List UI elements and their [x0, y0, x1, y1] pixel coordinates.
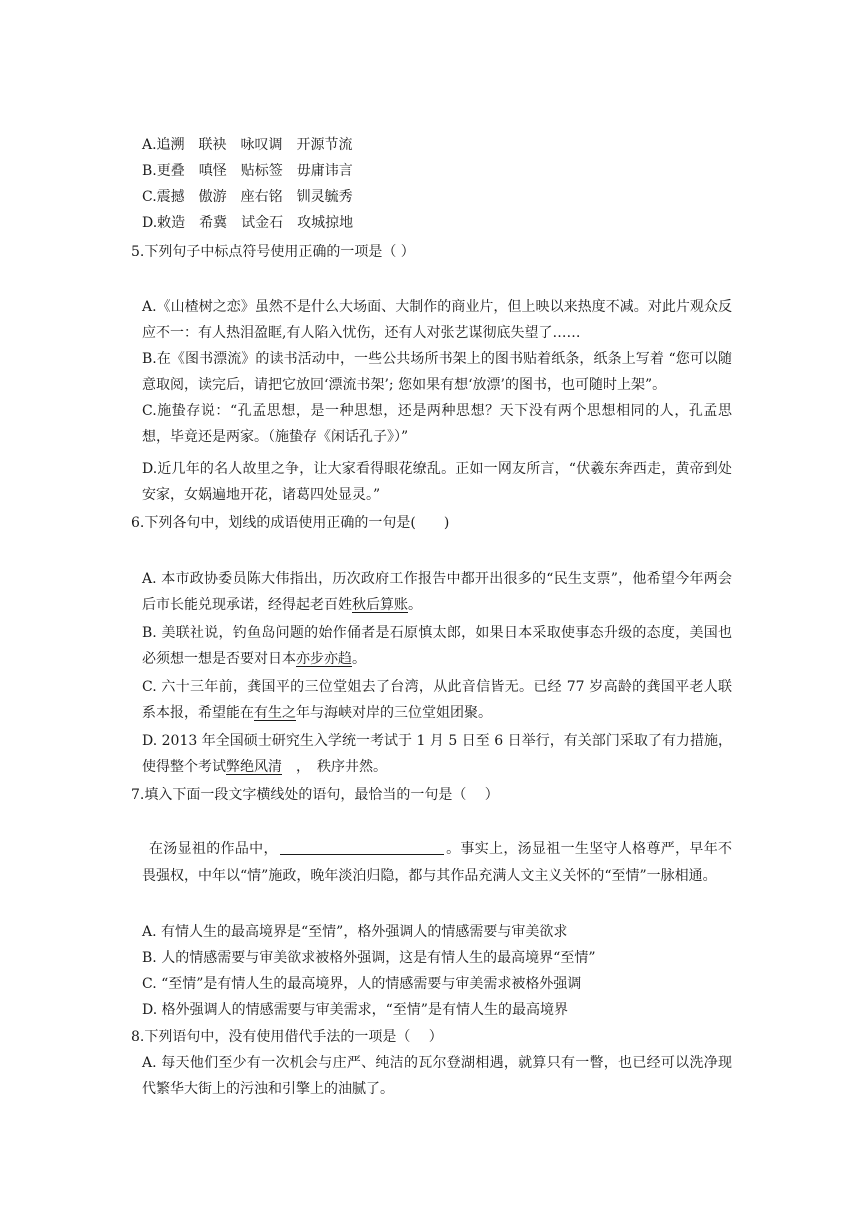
q8-option-a: A. 每天他们至少有一次机会与庄严、纯洁的瓦尔登湖相遇，就算只有一瞥，也已经可以洗净现代繁华大街上的污浊和引擎上的油腻了。 — [142, 1055, 732, 1097]
q7-passage-rest: 。事实上，汤显祖一生坚守人格尊严，早年不畏强权，中年以“情”施政，晚年淡泊归隐，都与其作品充满人文主义关怀的“至情”一脉相通。 — [142, 841, 733, 884]
q7-option-a: A. 有情人生的最高境界是“至情”，格外强调人的情感需要与审美欲求 — [142, 924, 568, 940]
q4-option-c: C.震撼 傲游 座右铭 钏灵毓秀 — [142, 189, 353, 205]
q4-option-d: D.敕造 希冀 试金石 攻城掠地 — [142, 215, 354, 231]
q6-b-idiom: 亦步亦趋 — [296, 651, 352, 667]
q5-option-a: A.《山楂树之恋》虽然不是什么大场面、大制作的商业片，但上映以来热度不减。对此片观众反应不一：有人热泪盈眶,有人陷入忧伤，还有人对张艺谋彻底失望了…… — [142, 299, 732, 341]
q6-d-text: D. 2013 年全国硕士研究生入学统一考试于 1 月 5 日至 6 日举行，有关部门采取了有力措施，使得整个考试 — [142, 733, 732, 775]
q6-c-idiom: 有生之 — [254, 705, 296, 721]
q6-c-end: 年与海峡对岸的三位堂姐团聚。 — [296, 705, 492, 721]
q7-option-c: C. “至情”是有情人生的最高境界，人的情感需要与审美需求被格外强调 — [142, 976, 582, 992]
q6-d-end: ， 秩序井然。 — [282, 759, 387, 775]
q7-stem: 7.填入下面一段文字横线处的语句，最恰当的一句是（ ） — [131, 787, 499, 803]
q6-a-text: A. 本市政协委员陈大伟指出，历次政府工作报告中都开出很多的“民生支票”，他希望今年两会后市长能兑现承诺，经得起老百姓 — [142, 571, 732, 613]
q4-option-a: A.追溯 联袂 咏叹调 开源节流 — [142, 137, 353, 153]
q7-passage-start: 在汤显祖的作品中， — [149, 841, 278, 857]
q6-a-idiom: 秋后算账 — [352, 597, 408, 613]
q7-option-b: B. 人的情感需要与审美欲求被格外强调，这是有情人生的最高境界“至情” — [142, 950, 596, 966]
q6-b-end: 。 — [352, 651, 366, 667]
q4-option-b: B.更叠 嗔怪 贴标签 毋庸讳言 — [142, 163, 353, 179]
q6-a-end: 。 — [408, 597, 422, 613]
q6-option-d — [142, 728, 732, 780]
q6-option-c — [142, 674, 732, 726]
q8-stem: 8.下列语句中，没有使用借代手法的一项是（ ） — [131, 1029, 443, 1045]
q6-option-b — [142, 620, 732, 672]
q6-stem: 6.下列各句中，划线的成语使用正确的一句是( ) — [131, 515, 450, 531]
q5-option-b: B.在《图书漂流》的读书活动中，一些公共场所书架上的图书贴着纸条，纸条上写着 “您可以随意取阅，读完后，请把它放回‘漂流书架’; 您如果有想‘放漂’的图书，也可随时上架”。 — [142, 351, 732, 393]
q6-option-a — [142, 566, 732, 618]
q6-b-text: B. 美联社说，钓鱼岛问题的始作俑者是石原慎太郎，如果日本采取使事态升级的态度，美国也必须想一想是否要对日本 — [142, 625, 732, 667]
q6-c-text: C. 六十三年前，龚国平的三位堂姐去了台湾，从此音信皆无。已经 77 岁高龄的龚国平老人联系本报，希望能在 — [142, 679, 732, 721]
q5-option-c: C.施蛰存说：“孔孟思想，是一种思想，还是两种思想？天下没有两个思想相同的人，孔孟思想，毕竟还是两家。（施蛰存《闲话孔子》）” — [142, 403, 732, 445]
q7-option-d: D. 格外强调人的情感需要与审美需求，“至情”是有情人生的最高境界 — [142, 1002, 568, 1018]
q5-option-d: D.近几年的名人故里之争，让大家看得眼花缭乱。正如一网友所言，“伏羲东奔西走，黄帝到处安家，女娲遍地开花，诸葛四处显灵。” — [142, 461, 732, 503]
q5-stem: 5.下列句子中标点符号使用正确的一项是（ ） — [131, 244, 415, 260]
q6-d-idiom: 弊绝风清 — [226, 759, 282, 775]
fill-in-blank — [280, 838, 444, 855]
q7-passage — [142, 836, 732, 890]
